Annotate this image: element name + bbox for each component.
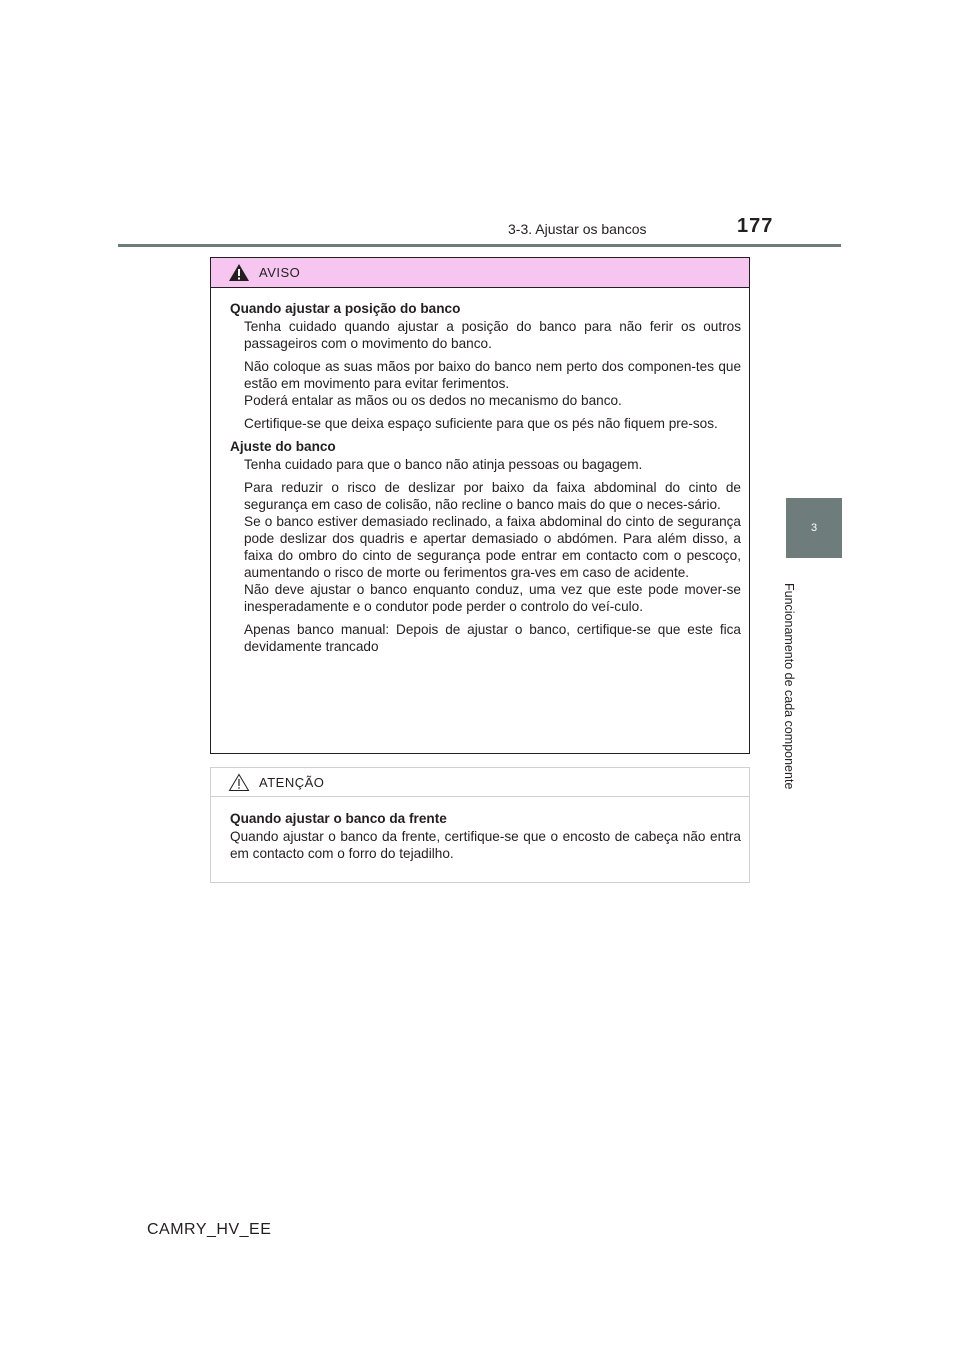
caution-title: Quando ajustar o banco da frente [230, 811, 447, 826]
warning-paragraph: Tenha cuidado quando ajustar a posição do banco para não ferir os outros passageiros com o movimento do banco. [244, 319, 741, 351]
chapter-number: 3 [810, 522, 818, 534]
chapter-title-container [774, 566, 804, 806]
chapter-tab [786, 498, 842, 558]
warning-header [211, 258, 749, 288]
warning-body [211, 288, 749, 655]
warning-paragraph: Tenha cuidado para que o banco não atinja pessoas ou bagagem. [244, 457, 643, 472]
page-number: 177 [737, 215, 774, 237]
caution-triangle-outline-icon [228, 773, 250, 792]
caution-label: ATENÇÃO [259, 774, 325, 790]
warning-paragraph: Certifique-se que deixa espaço suficiente para que os pés não fiquem pre-sos. [244, 416, 718, 431]
caution-paragraph: Quando ajustar o banco da frente, certifique-se que o encosto de cabeça não entra em contacto com o forro do tejadilho. [230, 829, 741, 861]
chapter-title: Funcionamento de cada componente [782, 582, 796, 790]
warning-paragraph: Não coloque as suas mãos por baixo do banco nem perto dos componen-tes que estão em movimento para evitar ferimentos. Poderá entalar as mãos ou os dedos no mecanismo do banco. [244, 359, 741, 408]
warning-paragraph: Apenas banco manual: Depois de ajustar o banco, certifique-se que este fica devidamente trancado [244, 622, 741, 654]
warning-section-title: Quando ajustar a posição do banco [230, 301, 461, 316]
warning-label: AVISO [259, 265, 301, 280]
warning-box [210, 257, 750, 754]
model-code: CAMRY_HV_EE [147, 1221, 272, 1238]
header-rule [118, 244, 841, 247]
warning-paragraph: Para reduzir o risco de deslizar por baixo da faixa abdominal do cinto de segurança em caso de colisão, não recline o banco mais do que o neces-sário. Se o banco estiver demasiado reclinado, a faixa abdominal do cinto de segurança pode deslizar dos quadris e apertar demasiado o abdómen. Para além disso, a faixa do ombro do cinto de segurança pode entrar em contacto com o pescoço, aumentando o risco de morte ou ferimentos gra-ves em caso de acidente. Não deve ajustar o banco enquanto conduz, uma vez que este pode mover-se inesperadamente e o condutor pode perder o controlo do veí-culo. [244, 480, 741, 614]
warning-triangle-icon [228, 263, 250, 282]
warning-section-title: Ajuste do banco [230, 439, 336, 454]
caution-body [211, 797, 749, 862]
caution-header [211, 768, 749, 797]
section-title: 3-3. Ajustar os bancos [508, 221, 647, 237]
caution-box [210, 767, 750, 883]
